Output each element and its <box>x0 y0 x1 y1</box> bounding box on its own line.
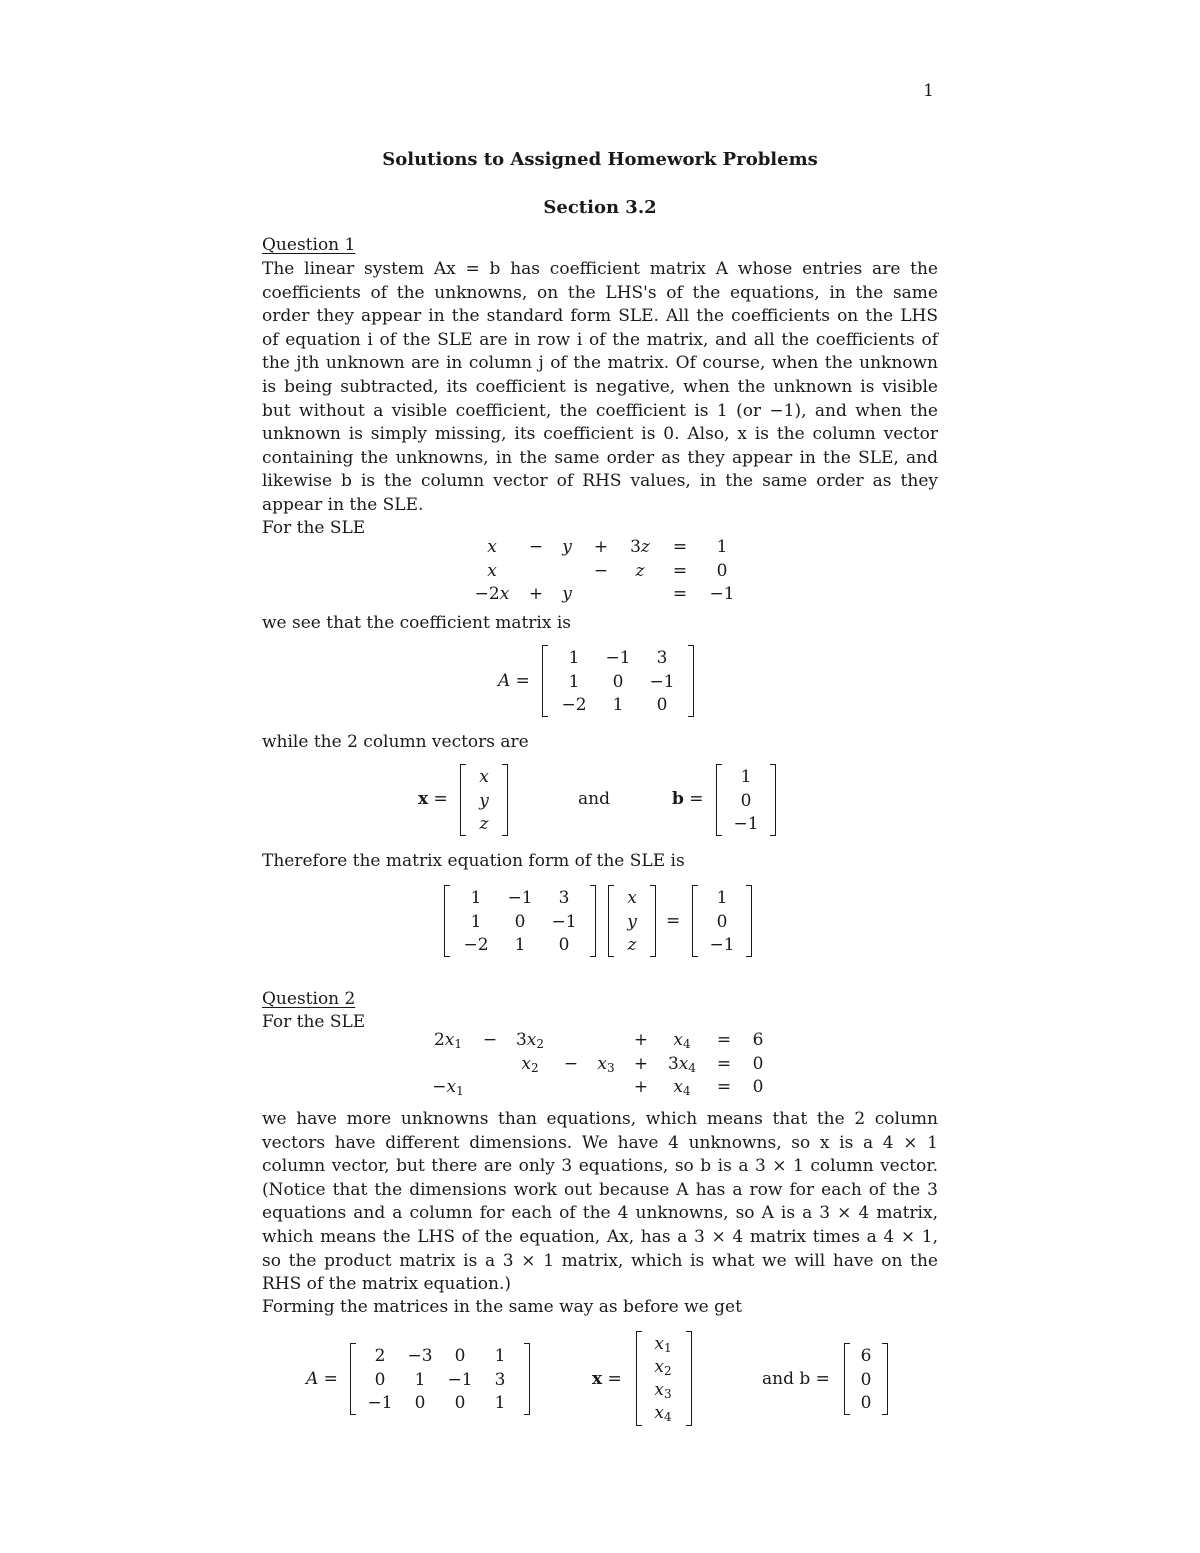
equation-term <box>476 1053 504 1077</box>
q2-for-the-sle: For the SLE <box>262 1012 366 1032</box>
question-2-paragraph: we have more unknowns than equations, which means that the 2 column vectors have different dimensions. We have 4 unknowns, so x is a 4 × 1 column vector, but there are only 3 equations, so b is a 3 × 1 column vector. (Notice that the dimensions work out because A has a row for each of the 3 equations and a column for each of the 4 unknowns, so A is a 3 × 4 matrix, which means the LHS of the equation, Ax, has a 3 × 4 matrix times a 4 × 1, so the product matrix is a 3 × 1 matrix, which is what we will have on the RHS of the matrix equation.) <box>262 1109 938 1295</box>
equation-term: 1 <box>716 537 728 557</box>
vector-entry: x <box>479 767 489 787</box>
matrix-entry: 3 <box>656 648 668 668</box>
vector-entry: −1 <box>709 935 735 955</box>
equation-term: $x_4$ <box>673 1077 691 1099</box>
equation-term: − <box>563 1053 579 1074</box>
matrix-entry: 0 <box>514 911 526 932</box>
equation-term: $-x_1$ <box>432 1077 464 1099</box>
equation-term: = <box>672 584 688 605</box>
q2-system-of-equations <box>420 1029 776 1100</box>
matrix-entry: −3 <box>407 1346 433 1366</box>
q2-and-b-label <box>762 1368 830 1392</box>
equation-term: + <box>633 1030 649 1050</box>
equation-term <box>504 1076 556 1100</box>
vector-entry: $x_3$ <box>654 1380 672 1401</box>
equation-term: + <box>528 584 544 605</box>
matrix-entry: −2 <box>561 695 587 715</box>
matrix-entry: 1 <box>612 695 624 715</box>
matrix-entry: −2 <box>463 935 489 955</box>
equation-term: + <box>633 1053 649 1074</box>
q1-matrix-a <box>542 645 694 718</box>
matrix-entry: 2 <box>374 1346 386 1366</box>
equation-term: = <box>716 1030 732 1050</box>
equation-term <box>582 583 620 607</box>
matrix-entry: 0 <box>656 695 668 715</box>
equation-term: x <box>487 560 497 581</box>
equation-term: − <box>528 537 544 557</box>
matrix-entry: −1 <box>605 648 631 668</box>
equation-term: −1 <box>709 584 735 605</box>
page-title: Solutions to Assigned Homework Problems <box>382 149 818 170</box>
equation-term: y <box>562 537 572 557</box>
equation-term <box>552 560 582 584</box>
equation-term: $3x_4$ <box>667 1053 697 1075</box>
matrix-entry: −1 <box>649 671 675 692</box>
q1-x-label: x = <box>418 789 448 809</box>
vector-entry: 6 <box>860 1346 872 1366</box>
q2-forming-text: Forming the matrices in the same way as before we get <box>262 1297 742 1317</box>
equation-term: x <box>487 537 497 557</box>
matrix-entry: 1 <box>568 648 580 668</box>
equation-term: = <box>716 1077 732 1098</box>
q1-b-label: b = <box>672 789 704 809</box>
matrix-entry: 0 <box>454 1393 466 1413</box>
equation-term: $2x_1$ <box>433 1030 463 1051</box>
q1-vectors-text: while the 2 column vectors are <box>262 732 529 752</box>
equation-term: = <box>672 560 688 581</box>
equation-term: $x_3$ <box>597 1053 615 1075</box>
matrix-entry: 1 <box>414 1369 426 1390</box>
vector-entry: y <box>479 790 489 811</box>
q1-matrix-form-text: Therefore the matrix equation form of the SLE is <box>262 851 685 871</box>
equation-term <box>556 1029 586 1053</box>
matrix-entry: 1 <box>568 671 580 692</box>
matrix-entry: 1 <box>494 1346 506 1366</box>
matrix-entry: 0 <box>414 1393 426 1413</box>
vector-entry: x <box>627 888 637 908</box>
equation-term: $3x_2$ <box>515 1030 545 1051</box>
q1-a-label: A = <box>498 671 530 691</box>
q2-a-label: A = <box>306 1369 338 1389</box>
vector-entry: −1 <box>733 814 759 834</box>
vector-entry: $x_4$ <box>654 1403 672 1424</box>
matrix-entry: −1 <box>507 888 533 908</box>
equation-term: − <box>593 560 609 581</box>
equation-term: + <box>633 1077 649 1098</box>
equation-term <box>520 560 552 584</box>
equation-term <box>586 1076 626 1100</box>
matrix-entry: 0 <box>558 935 570 955</box>
equation-term: 0 <box>752 1077 764 1098</box>
q2-and-b-text: and b = <box>762 1369 830 1389</box>
q2-x-label: x = <box>592 1369 622 1389</box>
vector-entry: 0 <box>740 790 752 811</box>
equation-term: + <box>593 537 609 557</box>
matrix-entry: 3 <box>494 1369 506 1390</box>
equation-term: 6 <box>752 1030 764 1050</box>
equation-term <box>556 1076 586 1100</box>
matrix-entry: 0 <box>612 671 624 692</box>
equation-term: $x_4$ <box>673 1030 691 1051</box>
equation-term: = <box>672 537 688 557</box>
equation-term: 3z <box>630 537 650 557</box>
vector-entry: y <box>627 911 637 932</box>
matrix-entry: −1 <box>367 1393 393 1413</box>
equation-term: 0 <box>716 560 728 581</box>
q1-coefficient-text: we see that the coefficient matrix is <box>262 613 571 633</box>
matrix-entry: 1 <box>470 911 482 932</box>
q1-for-the-sle: For the SLE <box>262 518 366 538</box>
q1-eq-vector-x <box>608 885 656 958</box>
equation-term: = <box>716 1053 732 1074</box>
question-2-heading: Question 2 <box>262 989 356 1009</box>
q1-vector-x <box>460 764 508 837</box>
vector-entry: 0 <box>860 1393 872 1413</box>
q1-vector-b <box>716 764 776 837</box>
matrix-entry: −1 <box>447 1369 473 1390</box>
matrix-entry: 0 <box>454 1346 466 1366</box>
equation-term <box>476 1076 504 1100</box>
equation-term: $x_2$ <box>521 1053 539 1075</box>
vector-entry: 1 <box>716 888 728 908</box>
vector-entry: $x_1$ <box>654 1334 672 1355</box>
vector-entry: z <box>479 814 489 834</box>
question-1-heading: Question 1 <box>262 235 356 255</box>
equation-term: z <box>635 560 645 581</box>
matrix-entry: 1 <box>494 1393 506 1413</box>
equation-term: −2x <box>474 584 510 605</box>
vector-entry: $x_2$ <box>654 1357 672 1378</box>
q1-eq-sign: = <box>666 911 681 931</box>
q1-eq-vector-b <box>692 885 752 958</box>
equation-term: 0 <box>752 1053 764 1074</box>
vector-entry: 0 <box>716 911 728 932</box>
equation-term <box>620 583 660 607</box>
equation-term <box>586 1029 626 1053</box>
equation-term <box>420 1053 476 1077</box>
q2-vector-b <box>844 1343 888 1416</box>
page-number: 1 <box>923 81 934 101</box>
q2-matrix-a <box>350 1343 530 1416</box>
vector-entry: 1 <box>740 767 752 787</box>
equation-term: − <box>482 1030 498 1050</box>
matrix-entry: 1 <box>514 935 526 955</box>
matrix-entry: 3 <box>558 888 570 908</box>
question-1-paragraph: The linear system Ax = b has coefficient matrix A whose entries are the coefficients of the unknowns, on the LHS's of the equations, in the same order they appear in the standard form SLE. All the coefficients on the LHS of equation i of the SLE are in row i of the matrix, and all the coefficients of the jth unknown are in column j of the matrix. Of course, when the unknown is being subtracted, its coefficient is negative, when the unknown is visible but without a visible coefficient, the coefficient is 1 (or −1), and when the unknown is simply missing, its coefficient is 0. Also, x is the column vector containing the unknowns, in the same order as they appear in the SLE, and likewise b is the column vector of RHS values, in the same order as they appear in the SLE. <box>262 259 938 515</box>
vector-entry: 0 <box>860 1369 872 1390</box>
vector-entry: z <box>627 935 637 955</box>
matrix-entry: −1 <box>551 911 577 932</box>
q1-eq-matrix-a <box>444 885 596 958</box>
q1-system-of-equations <box>464 536 744 607</box>
equation-term: y <box>562 584 572 605</box>
q2-vector-x <box>636 1331 692 1427</box>
matrix-entry: 0 <box>374 1369 386 1390</box>
section-title: Section 3.2 <box>543 197 657 218</box>
q1-and-text: and <box>578 789 610 809</box>
matrix-entry: 1 <box>470 888 482 908</box>
